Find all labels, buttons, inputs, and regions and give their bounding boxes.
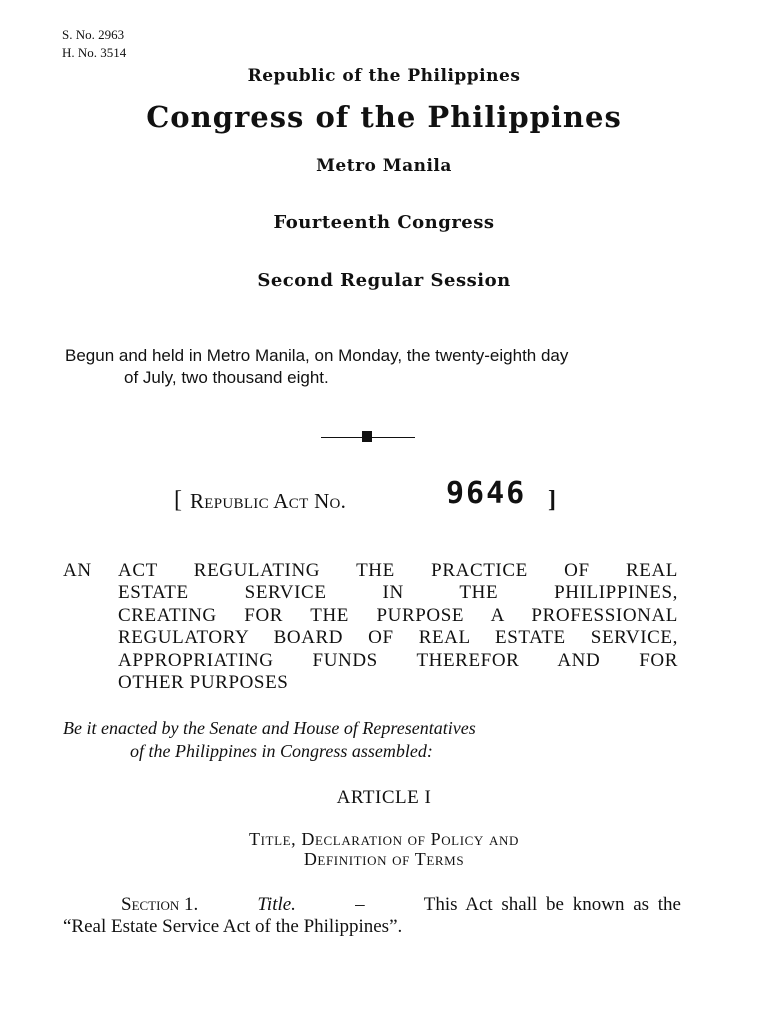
begun-line-2: of July, two thousand eight. bbox=[124, 368, 329, 387]
article-title-line-2: Definition of Terms bbox=[303, 849, 465, 869]
ra-close-bracket: ] bbox=[548, 487, 556, 513]
section-1-label: Section 1. bbox=[121, 894, 199, 915]
act-title-line-5: APPROPRIATING FUNDS THEREFOR AND FOR bbox=[118, 650, 678, 671]
section-1-line-1 bbox=[121, 894, 681, 916]
section-1-text: This Act shall be known as the bbox=[423, 894, 681, 915]
begun-line-1: Begun and held in Metro Manila, on Monday, the twenty-eighth day bbox=[65, 346, 569, 365]
act-title-lead: AN bbox=[63, 560, 92, 581]
ra-open-bracket: [ bbox=[174, 487, 182, 513]
article-heading: ARTICLE I bbox=[336, 787, 432, 808]
act-title-line-2: ESTATE SERVICE IN THE PHILIPPINES, bbox=[118, 582, 678, 603]
republic-heading: Republic of the Philippines bbox=[247, 66, 521, 86]
session-heading: Second Regular Session bbox=[257, 270, 511, 291]
congress-number-heading: Fourteenth Congress bbox=[273, 212, 495, 233]
section-1-line-2: “Real Estate Service Act of the Philippines”. bbox=[63, 916, 403, 937]
location-heading: Metro Manila bbox=[316, 156, 452, 176]
ra-label: Republic Act No. bbox=[190, 489, 347, 513]
ra-number: 9646 bbox=[446, 476, 527, 511]
house-bill-number: H. No. 3514 bbox=[62, 45, 127, 60]
act-title-line-6: OTHER PURPOSES bbox=[118, 672, 289, 693]
enacting-clause-line-2: of the Philippines in Congress assembled: bbox=[130, 741, 433, 761]
article-title-line-1: Title, Declaration of Policy and bbox=[249, 829, 519, 849]
enacting-clause-line-1: Be it enacted by the Senate and House of Representatives bbox=[63, 718, 476, 738]
section-1-caption: Title. bbox=[257, 894, 296, 915]
section-1-dash: – bbox=[355, 894, 365, 915]
act-title-line-3: CREATING FOR THE PURPOSE A PROFESSIONAL bbox=[118, 605, 678, 626]
congress-heading: Congress of the Philippines bbox=[146, 100, 622, 134]
divider-line-left bbox=[321, 437, 365, 438]
act-title-line-1: ACT REGULATING THE PRACTICE OF REAL bbox=[118, 560, 678, 581]
senate-bill-number: S. No. 2963 bbox=[62, 27, 125, 42]
act-title-line-4: REGULATORY BOARD OF REAL ESTATE SERVICE, bbox=[118, 627, 678, 648]
divider-line-right bbox=[370, 437, 415, 438]
